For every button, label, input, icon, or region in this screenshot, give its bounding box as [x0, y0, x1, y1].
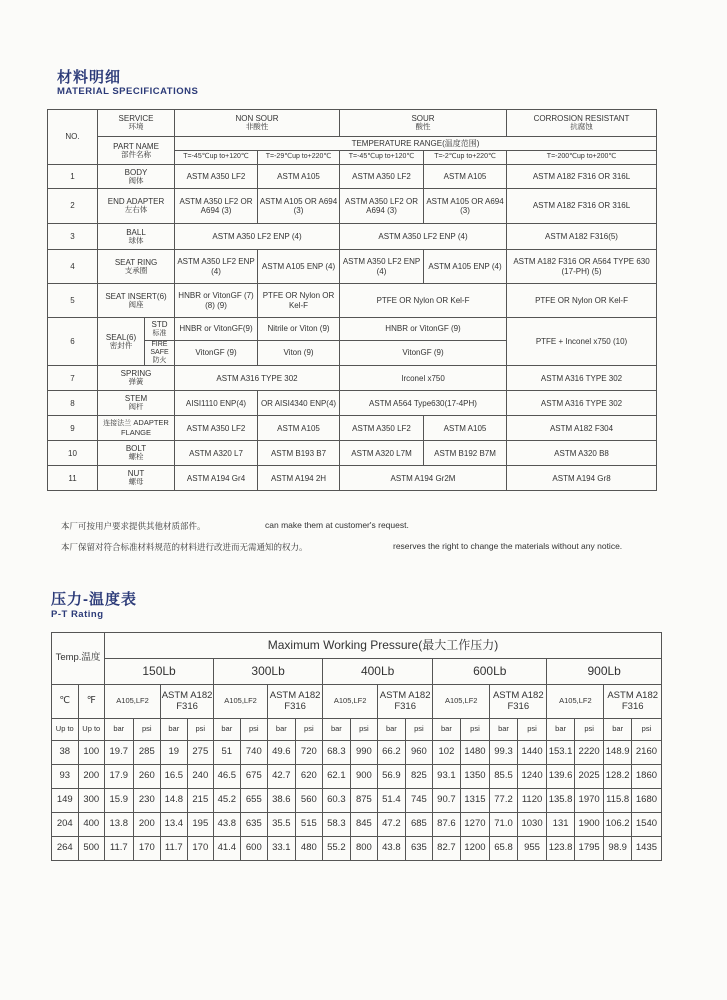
temp-c: 93 — [52, 765, 79, 789]
pressure-value: 2025 — [574, 765, 604, 789]
pressure-value: 1680 — [631, 789, 661, 813]
part-name: SEAT INSERT(6) 阀座 — [98, 284, 175, 318]
row-no: 6 — [48, 318, 98, 366]
temp-c: 204 — [52, 813, 79, 837]
class-150: 150Lb — [105, 659, 214, 685]
part-name: SEAL(6) 密封件 — [98, 318, 145, 366]
pressure-value: 153.1 — [547, 741, 575, 765]
cell: ASTM A105 — [424, 165, 507, 189]
pressure-value: 49.6 — [268, 741, 296, 765]
row-no: 8 — [48, 391, 98, 416]
cell: PTFE + Inconel x750 (10) — [507, 318, 657, 366]
cell: ASTM A194 2H — [258, 466, 340, 491]
upto-c: Up to — [52, 719, 79, 741]
temp-f: 200 — [78, 765, 105, 789]
pressure-value: 260 — [133, 765, 161, 789]
pressure-value: 1315 — [460, 789, 490, 813]
pressure-value: 102 — [433, 741, 461, 765]
pressure-value: 655 — [240, 789, 268, 813]
pressure-value: 131 — [547, 813, 575, 837]
cell: HNBR or VitonGF(9) — [175, 318, 258, 341]
cell: ASTM A350 LF2 OR A694 (3) — [175, 189, 258, 224]
row-no: 3 — [48, 224, 98, 250]
unit-psi: psi — [133, 719, 161, 741]
cell: ASTM A105 OR A694 (3) — [424, 189, 507, 224]
pressure-value: 1440 — [517, 741, 547, 765]
unit-bar: bar — [323, 719, 351, 741]
pressure-value: 43.8 — [214, 813, 241, 837]
pressure-value: 170 — [133, 837, 161, 861]
material-astm-a182-f316: ASTM A182 F316 — [604, 685, 662, 719]
pressure-value: 60.3 — [323, 789, 351, 813]
table-row — [48, 416, 657, 441]
pressure-value: 2220 — [574, 741, 604, 765]
pressure-value: 71.0 — [490, 813, 518, 837]
table-row — [48, 189, 657, 224]
cell: ASTM A564 Type630(17-4PH) — [340, 391, 507, 416]
pt-rating-table — [51, 632, 662, 861]
pt-title-cn: 压力-温度表 — [51, 591, 137, 608]
cell: VitonGF (9) — [340, 341, 507, 366]
pressure-value: 98.9 — [604, 837, 632, 861]
part-name: END ADAPTER 左右体 — [98, 189, 175, 224]
unit-psi: psi — [631, 719, 661, 741]
cell: ASTM A316 TYPE 302 — [507, 366, 657, 391]
table-row — [48, 224, 657, 250]
sour-header: SOUR 酸性 — [340, 110, 507, 137]
table-row — [52, 837, 662, 861]
unit-bar: bar — [604, 719, 632, 741]
unit-bar: bar — [490, 719, 518, 741]
unit-psi: psi — [405, 719, 433, 741]
pressure-value: 800 — [350, 837, 378, 861]
table-row — [48, 366, 657, 391]
pressure-value: 960 — [405, 741, 433, 765]
pressure-value: 845 — [350, 813, 378, 837]
pressure-value: 51 — [214, 741, 241, 765]
temp-c: 264 — [52, 837, 79, 861]
cell: ASTM A182 F316 OR 316L — [507, 189, 657, 224]
cell: HNBR or VitonGF (9) — [340, 318, 507, 341]
pressure-value: 33.1 — [268, 837, 296, 861]
temp-range-5: T=-200℃up to+200℃ — [507, 151, 657, 165]
pressure-value: 115.8 — [604, 789, 632, 813]
part-name: 连接法兰 ADAPTER FLANGE — [98, 416, 175, 441]
pressure-value: 41.4 — [214, 837, 241, 861]
seal-std-label: STD 标准 — [145, 318, 175, 341]
cell: ASTM A194 Gr8 — [507, 466, 657, 491]
class-400: 400Lb — [323, 659, 433, 685]
cell: ASTM A320 B8 — [507, 441, 657, 466]
pressure-value: 170 — [187, 837, 214, 861]
cell: ASTM A182 F316 OR 316L — [507, 165, 657, 189]
class-300: 300Lb — [214, 659, 323, 685]
cell: ASTM A350 LF2 ENP (4) — [175, 224, 340, 250]
service-header: SERVICE 环境 — [98, 110, 175, 137]
pressure-value: 66.2 — [378, 741, 406, 765]
row-no: 9 — [48, 416, 98, 441]
table-row — [48, 250, 657, 284]
row-no: 2 — [48, 189, 98, 224]
table-row — [48, 284, 657, 318]
pressure-value: 1120 — [517, 789, 547, 813]
material-astm-a182-f316: ASTM A182 F316 — [378, 685, 433, 719]
pressure-value: 215 — [187, 789, 214, 813]
pressure-value: 200 — [133, 813, 161, 837]
unit-bar: bar — [161, 719, 188, 741]
pressure-value: 635 — [240, 813, 268, 837]
pressure-value: 45.2 — [214, 789, 241, 813]
part-name-header: PART NAME 部件名称 — [98, 137, 175, 165]
table-row — [52, 789, 662, 813]
row-no: 1 — [48, 165, 98, 189]
table-row — [48, 391, 657, 416]
class-600: 600Lb — [433, 659, 547, 685]
max-pressure-header: Maximum Working Pressure(最大工作压力) — [105, 633, 662, 659]
pressure-value: 1270 — [460, 813, 490, 837]
material-astm-a182-f316: ASTM A182 F316 — [490, 685, 547, 719]
pressure-value: 875 — [350, 789, 378, 813]
pressure-value: 42.7 — [268, 765, 296, 789]
unit-bar: bar — [268, 719, 296, 741]
part-name: BOLT 螺栓 — [98, 441, 175, 466]
pressure-value: 62.1 — [323, 765, 351, 789]
unit-psi: psi — [350, 719, 378, 741]
row-no: 11 — [48, 466, 98, 491]
unit-bar: bar — [105, 719, 134, 741]
row-no: 5 — [48, 284, 98, 318]
temp-range-1: T=-45℃up to+120℃ — [175, 151, 258, 165]
pressure-value: 55.2 — [323, 837, 351, 861]
pressure-value: 19 — [161, 741, 188, 765]
unit-psi: psi — [517, 719, 547, 741]
pressure-value: 128.2 — [604, 765, 632, 789]
temp-range-2: T=-29℃up to+220℃ — [258, 151, 340, 165]
temp-header: Temp.温度 — [52, 633, 105, 685]
cell: ASTM A350 LF2 ENP (4) — [340, 250, 424, 284]
pressure-value: 1200 — [460, 837, 490, 861]
unit-bar: bar — [547, 719, 575, 741]
pressure-value: 1540 — [631, 813, 661, 837]
pressure-value: 740 — [240, 741, 268, 765]
table-row — [52, 741, 662, 765]
cell: ASTM A194 Gr4 — [175, 466, 258, 491]
unit-bar: bar — [214, 719, 241, 741]
pressure-value: 123.8 — [547, 837, 575, 861]
nonsour-header: NON SOUR 非酸性 — [175, 110, 340, 137]
pressure-value: 480 — [295, 837, 323, 861]
cell: ASTM A350 LF2 — [340, 416, 424, 441]
pressure-value: 82.7 — [433, 837, 461, 861]
table-row — [52, 765, 662, 789]
pressure-value: 14.8 — [161, 789, 188, 813]
cell: PTFE OR Nylon OR Kel-F — [507, 284, 657, 318]
pressure-value: 93.1 — [433, 765, 461, 789]
temp-f: 100 — [78, 741, 105, 765]
note-1-en: can make them at customer's request. — [265, 520, 409, 530]
cell: ASTM A105 ENP (4) — [424, 250, 507, 284]
temp-range-3: T=-45℃up to+120℃ — [340, 151, 424, 165]
material-a105-lf2: A105,LF2 — [547, 685, 604, 719]
pressure-value: 745 — [405, 789, 433, 813]
pressure-value: 240 — [187, 765, 214, 789]
pt-title-en: P-T Rating — [51, 609, 104, 620]
cell: ASTM A316 TYPE 302 — [175, 366, 340, 391]
pressure-value: 1480 — [460, 741, 490, 765]
pressure-value: 148.9 — [604, 741, 632, 765]
unit-psi: psi — [187, 719, 214, 741]
pressure-value: 1970 — [574, 789, 604, 813]
table-row — [48, 466, 657, 491]
cell: HNBR or VitonGF (7) (8) (9) — [175, 284, 258, 318]
temp-range-4: T=-2℃up to+220℃ — [424, 151, 507, 165]
pressure-value: 1860 — [631, 765, 661, 789]
temp-f: 500 — [78, 837, 105, 861]
cell: ASTM A350 LF2 ENP (4) — [340, 224, 507, 250]
pressure-value: 106.2 — [604, 813, 632, 837]
pressure-value: 635 — [405, 837, 433, 861]
cell: ASTM A350 LF2 — [175, 416, 258, 441]
pressure-value: 58.3 — [323, 813, 351, 837]
pressure-value: 46.5 — [214, 765, 241, 789]
pressure-value: 990 — [350, 741, 378, 765]
pressure-value: 685 — [405, 813, 433, 837]
cell: ASTM A105 — [258, 165, 340, 189]
pressure-value: 515 — [295, 813, 323, 837]
part-name: BALL 球体 — [98, 224, 175, 250]
table-row — [52, 813, 662, 837]
col-no-header: NO. — [48, 110, 98, 165]
pressure-value: 16.5 — [161, 765, 188, 789]
material-a105-lf2: A105,LF2 — [433, 685, 490, 719]
pressure-value: 2160 — [631, 741, 661, 765]
note-1-cn: 本厂可按用户要求提供其他材质部件。 — [61, 521, 206, 531]
pressure-value: 15.9 — [105, 789, 134, 813]
fahrenheit-header: ℉ — [78, 685, 105, 719]
cell: ASTM B193 B7 — [258, 441, 340, 466]
pressure-value: 600 — [240, 837, 268, 861]
unit-psi: psi — [240, 719, 268, 741]
cell: ASTM A350 LF2 ENP (4) — [175, 250, 258, 284]
pressure-value: 1030 — [517, 813, 547, 837]
pressure-value: 85.5 — [490, 765, 518, 789]
pressure-value: 19.7 — [105, 741, 134, 765]
cell: ASTM A182 F304 — [507, 416, 657, 441]
material-a105-lf2: A105,LF2 — [214, 685, 268, 719]
pressure-value: 560 — [295, 789, 323, 813]
table-row — [48, 165, 657, 189]
cell: ASTM A350 LF2 — [340, 165, 424, 189]
cell: ASTM A350 LF2 OR A694 (3) — [340, 189, 424, 224]
cell: OR AISI4340 ENP(4) — [258, 391, 340, 416]
cell: PTFE OR Nylon OR Kel-F — [258, 284, 340, 318]
pressure-value: 1435 — [631, 837, 661, 861]
pressure-value: 1350 — [460, 765, 490, 789]
pressure-value: 825 — [405, 765, 433, 789]
cell: ASTM A320 L7M — [340, 441, 424, 466]
pressure-value: 47.2 — [378, 813, 406, 837]
pressure-value: 285 — [133, 741, 161, 765]
pressure-value: 90.7 — [433, 789, 461, 813]
material-a105-lf2: A105,LF2 — [323, 685, 378, 719]
material-title-cn: 材料明细 — [57, 69, 122, 86]
pressure-value: 65.8 — [490, 837, 518, 861]
temp-f: 300 — [78, 789, 105, 813]
cell: ASTM A194 Gr2M — [340, 466, 507, 491]
unit-psi: psi — [574, 719, 604, 741]
pressure-value: 77.2 — [490, 789, 518, 813]
unit-bar: bar — [378, 719, 406, 741]
material-astm-a182-f316: ASTM A182 F316 — [268, 685, 323, 719]
unit-bar: bar — [433, 719, 461, 741]
pressure-value: 87.6 — [433, 813, 461, 837]
cell: VitonGF (9) — [175, 341, 258, 366]
cell: ASTM A105 — [424, 416, 507, 441]
pressure-value: 99.3 — [490, 741, 518, 765]
unit-psi: psi — [295, 719, 323, 741]
row-no: 4 — [48, 250, 98, 284]
pressure-value: 11.7 — [161, 837, 188, 861]
cell: Nitrile or Viton (9) — [258, 318, 340, 341]
pressure-value: 56.9 — [378, 765, 406, 789]
temp-c: 149 — [52, 789, 79, 813]
temperature-range-header: TEMPERATURE RANGE(温度范围) — [175, 137, 657, 151]
cell: ASTM A320 L7 — [175, 441, 258, 466]
pressure-value: 68.3 — [323, 741, 351, 765]
material-a105-lf2: A105,LF2 — [105, 685, 161, 719]
unit-psi: psi — [460, 719, 490, 741]
cell: ASTM A350 LF2 — [175, 165, 258, 189]
pressure-value: 17.9 — [105, 765, 134, 789]
part-name: SPRING 弹簧 — [98, 366, 175, 391]
cell: ASTM A105 OR A694 (3) — [258, 189, 340, 224]
note-2-en: reserves the right to change the materials without any notice. — [393, 541, 623, 551]
pressure-value: 1240 — [517, 765, 547, 789]
temp-f: 400 — [78, 813, 105, 837]
upto-f: Up to — [78, 719, 105, 741]
cell: PTFE OR Nylon OR Kel-F — [340, 284, 507, 318]
pressure-value: 11.7 — [105, 837, 134, 861]
pressure-value: 720 — [295, 741, 323, 765]
part-name: BODY 阀体 — [98, 165, 175, 189]
pressure-value: 275 — [187, 741, 214, 765]
pressure-value: 13.4 — [161, 813, 188, 837]
row-no: 7 — [48, 366, 98, 391]
celsius-header: ℃ — [52, 685, 79, 719]
pressure-value: 230 — [133, 789, 161, 813]
class-900: 900Lb — [547, 659, 662, 685]
pressure-value: 51.4 — [378, 789, 406, 813]
cell: ASTM A316 TYPE 302 — [507, 391, 657, 416]
cell: Viton (9) — [258, 341, 340, 366]
pressure-value: 135.8 — [547, 789, 575, 813]
cell: ASTM A182 F316(5) — [507, 224, 657, 250]
table-row — [48, 441, 657, 466]
pressure-value: 1900 — [574, 813, 604, 837]
cell: AISI1110 ENP(4) — [175, 391, 258, 416]
cell: Irconel x750 — [340, 366, 507, 391]
pressure-value: 13.8 — [105, 813, 134, 837]
pressure-value: 955 — [517, 837, 547, 861]
pressure-value: 43.8 — [378, 837, 406, 861]
material-table — [47, 109, 657, 491]
note-2-cn: 本厂保留对符合标准材料规范的材料进行改进而无需通知的权力。 — [61, 542, 308, 552]
cell: ASTM A105 ENP (4) — [258, 250, 340, 284]
cell: ASTM A182 F316 OR A564 TYPE 630 (17-PH) (5) — [507, 250, 657, 284]
material-astm-a182-f316: ASTM A182 F316 — [161, 685, 214, 719]
cell: ASTM B192 B7M — [424, 441, 507, 466]
material-title-en: MATERIAL SPECIFICATIONS — [57, 86, 199, 97]
pressure-value: 38.6 — [268, 789, 296, 813]
part-name: SEAT RING 支承圈 — [98, 250, 175, 284]
pressure-value: 195 — [187, 813, 214, 837]
pressure-value: 35.5 — [268, 813, 296, 837]
part-name: NUT 螺母 — [98, 466, 175, 491]
row-no: 10 — [48, 441, 98, 466]
pressure-value: 675 — [240, 765, 268, 789]
temp-c: 38 — [52, 741, 79, 765]
table-row — [48, 318, 657, 341]
pressure-value: 900 — [350, 765, 378, 789]
pressure-value: 1795 — [574, 837, 604, 861]
seal-fire-safe-label: FIRE SAFE 防火 — [145, 341, 175, 366]
part-name: STEM 阀杆 — [98, 391, 175, 416]
pressure-value: 139.6 — [547, 765, 575, 789]
pressure-value: 620 — [295, 765, 323, 789]
cell: ASTM A105 — [258, 416, 340, 441]
corrosion-header: CORROSION RESISTANT 抗腐蚀 — [507, 110, 657, 137]
